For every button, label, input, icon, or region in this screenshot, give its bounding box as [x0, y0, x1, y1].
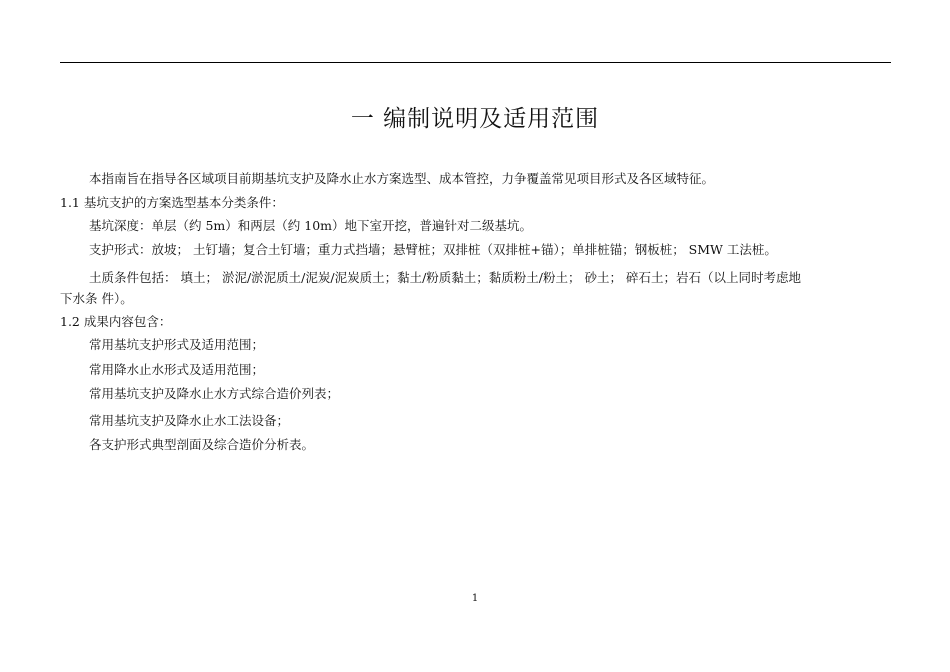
- list-item: 常用降水止水形式及适用范围；: [89, 362, 265, 377]
- list-item: 常用基坑支护及降水止水工法设备；: [89, 413, 290, 428]
- list-item: 常用基坑支护及降水止水方式综合造价列表；: [89, 386, 340, 401]
- page-title: 一 编制说明及适用范围: [350, 106, 600, 132]
- pit-depth-line: 基坑深度：单层（约 5m）和两层（约 10m）地下室开挖，普遍针对二级基坑。: [89, 218, 533, 233]
- support-forms-line: 支护形式：放坡； 土钉墙；复合土钉墙；重力式挡墙；悬臂桩；双排桩（双排桩+锚）；单排桩锚；钢板桩； SMW 工法桩。: [89, 242, 777, 257]
- soil-conditions-line-2: 下水条 件）。: [60, 291, 133, 306]
- intro-paragraph: 本指南旨在指导各区域项目前期基坑支护及降水止水方案选型、成本管控，力争覆盖常见项目形式及各区域特征。: [89, 171, 715, 186]
- section-1-1-heading: 1.1 基坑支护的方案选型基本分类条件：: [60, 195, 284, 210]
- list-item: 常用基坑支护形式及适用范围；: [89, 337, 265, 352]
- section-1-2-heading: 1.2 成果内容包含：: [60, 314, 172, 329]
- list-item: 各支护形式典型剖面及综合造价分析表。: [89, 437, 315, 452]
- soil-conditions-line-1: 土质条件包括： 填土； 淤泥/淤泥质土/泥炭/泥炭质土；黏土/粉质黏土；黏质粉土/粉土； 砂土； 碎石土；岩石（以上同时考虑地: [89, 270, 801, 285]
- page-number: 1: [471, 593, 479, 604]
- header-rule: [60, 62, 891, 63]
